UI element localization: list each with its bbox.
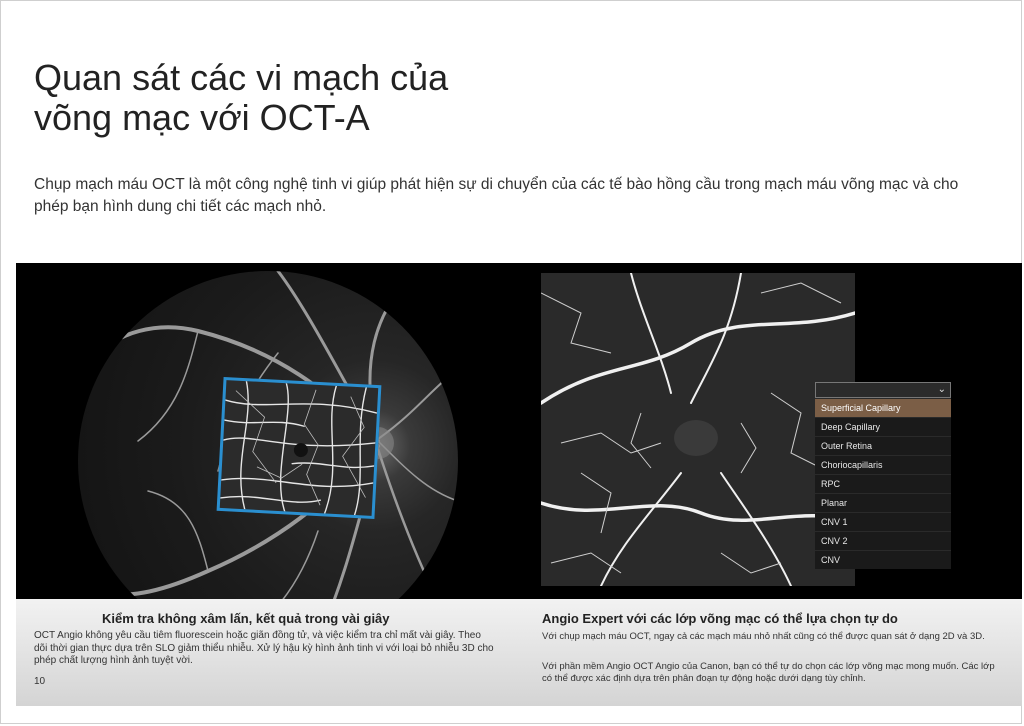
title-line-1: Quan sát các vi mạch của [34, 57, 449, 98]
intro-paragraph: Chụp mạch máu OCT là một công nghệ tinh vi giúp phát hiện sự di chuyển của các tế bào hồng cầu trong mạch máu võng mạc và cho phép bạn hình dung chi tiết các mạch nhỏ. [34, 176, 959, 215]
scan-vessels [220, 380, 378, 516]
right-caption-body-1: Với chụp mạch máu OCT, ngay cả các mạch máu nhỏ nhất cũng có thể được quan sát ở dạng 2D và 3D. [542, 631, 985, 642]
layer-dropdown-toggle[interactable] [815, 382, 951, 398]
layer-option-planar[interactable]: Planar [815, 493, 951, 512]
layer-option-deep-capillary[interactable]: Deep Capillary [815, 417, 951, 436]
left-caption-title: Kiểm tra không xâm lấn, kết quả trong vài giây [102, 611, 390, 626]
oct-scan-area [217, 377, 382, 519]
layer-option-outer-retina[interactable]: Outer Retina [815, 436, 951, 455]
page-number: 10 [34, 676, 46, 687]
layer-option-cnv[interactable]: CNV [815, 550, 951, 569]
layer-option-choriocapillaris[interactable]: Choriocapillaris [815, 455, 951, 474]
right-caption-body-2: Với phần mềm Angio OCT Angio của Canon, bạn có thể tự do chọn các lớp võng mạc mong muốn. Các lớp có thể được xác định dựa trên phân đoạn tự động hoặc dưới dạng tùy chỉnh. [542, 661, 995, 684]
layer-option-cnv-1[interactable]: CNV 1 [815, 512, 951, 531]
chevron-down-icon: ⌄ [937, 384, 946, 395]
layer-dropdown[interactable] [815, 382, 951, 569]
image-band [16, 263, 1022, 599]
layer-option-superficial-capillary[interactable]: Superficial Capillary [815, 398, 951, 417]
left-caption-body: OCT Angio không yêu cầu tiêm fluorescein hoặc giãn đồng tử, và việc kiểm tra chỉ mất vài giây. Theo dõi thời gian thực dựa trên SLO giảm thiểu nhiễu. Xử lý hậu kỳ hình ảnh tinh vi với loại bỏ nhiễu 3D cho phép chất lượng hình ảnh tuyệt vời. [34, 630, 494, 666]
title-line-2: võng mạc với OCT-A [34, 97, 370, 138]
layer-option-rpc[interactable]: RPC [815, 474, 951, 493]
layer-option-cnv-2[interactable]: CNV 2 [815, 531, 951, 550]
page-title [34, 58, 634, 138]
right-caption-title: Angio Expert với các lớp võng mạc có thể lựa chọn tự do [542, 611, 898, 626]
layer-options-list [815, 398, 951, 569]
fundus-image [78, 271, 458, 651]
angio-vessels [541, 273, 855, 586]
angio-image [541, 273, 855, 586]
